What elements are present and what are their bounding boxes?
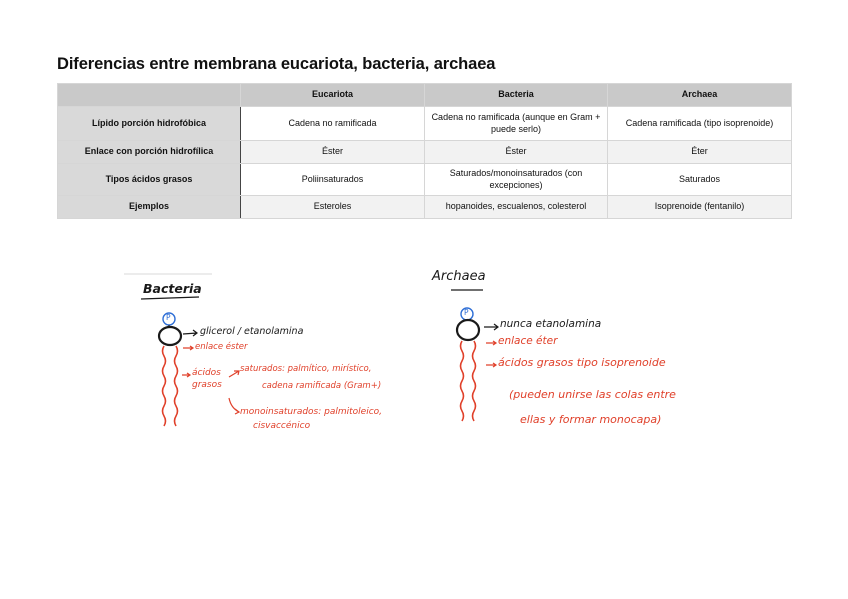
table-cell: Saturados/monoinsaturados (con excepciones): [425, 164, 608, 196]
row-label: Ejemplos: [58, 196, 241, 219]
archaea-note: (pueden unirse las colas entre: [509, 388, 676, 401]
fatty-acid-tail-right: [175, 346, 178, 426]
row-label: Tipos ácidos grasos: [58, 164, 241, 196]
table-cell: Esteroles: [241, 196, 425, 219]
fatty-acid-tail-left: [163, 346, 166, 426]
archaea-head-label: nunca etanolamina: [500, 318, 602, 330]
bacteria-head-label: glicerol / etanolamina: [200, 326, 304, 337]
arrow-icon: [183, 346, 193, 350]
table-cell: Saturados: [608, 164, 792, 196]
bacteria-saturated-label: saturados: palmítico, mirístico,: [240, 364, 372, 374]
arrow-icon: [229, 398, 239, 414]
isoprenoid-tail-right: [473, 341, 476, 421]
bacteria-bond-label: enlace éster: [195, 342, 248, 352]
arrow-icon: [484, 324, 498, 330]
lipid-head-icon: [159, 327, 181, 345]
arrow-icon: [486, 363, 496, 367]
table-cell: Poliinsaturados: [241, 164, 425, 196]
lipid-head-icon: [457, 320, 479, 340]
row-label: Enlace con porción hidrofílica: [58, 141, 241, 164]
archaea-acids-label: ácidos grasos tipo isoprenoide: [498, 356, 666, 369]
bacteria-acids-label: grasos: [192, 380, 222, 390]
arrow-icon: [182, 373, 190, 377]
isoprenoid-tail-left: [461, 341, 464, 421]
archaea-heading: Archaea: [432, 269, 486, 284]
page-title: Diferencias entre membrana eucariota, bacteria, archaea: [57, 55, 496, 73]
heading-underline: [141, 297, 199, 299]
header-eucariota: Eucariota: [241, 84, 425, 107]
table-cell: Isoprenoide (fentanilo): [608, 196, 792, 219]
table-cell: Cadena ramificada (tipo isoprenoide): [608, 107, 792, 141]
table-cell: Éster: [425, 141, 608, 164]
header-bacteria: Bacteria: [425, 84, 608, 107]
table-cell: Cadena no ramificada: [241, 107, 425, 141]
table-cell: hopanoides, escualenos, colesterol: [425, 196, 608, 219]
bacteria-acids-label: ácidos: [192, 368, 221, 378]
table-cell: Cadena no ramificada (aunque en Gram + puede serlo): [425, 107, 608, 141]
header-archaea: Archaea: [608, 84, 792, 107]
table-cell: Éster: [241, 141, 425, 164]
arrow-icon: [183, 330, 197, 336]
arrow-icon: [486, 341, 496, 345]
phosphate-label: P: [166, 313, 171, 322]
bacteria-mono-label: cisvaccénico: [253, 421, 311, 431]
archaea-bond-label: enlace éter: [498, 335, 558, 347]
phosphate-label: P: [464, 308, 469, 317]
arrow-icon: [229, 371, 239, 377]
table-cell: Éter: [608, 141, 792, 164]
bacteria-heading: Bacteria: [143, 281, 202, 296]
row-label: Lípido porción hidrofóbica: [58, 107, 241, 141]
bacteria-mono-label: monoinsaturados: palmitoleico,: [240, 407, 383, 417]
archaea-note: ellas y formar monocapa): [520, 413, 662, 426]
bacteria-saturated-label: cadena ramificada (Gram+): [262, 381, 382, 391]
